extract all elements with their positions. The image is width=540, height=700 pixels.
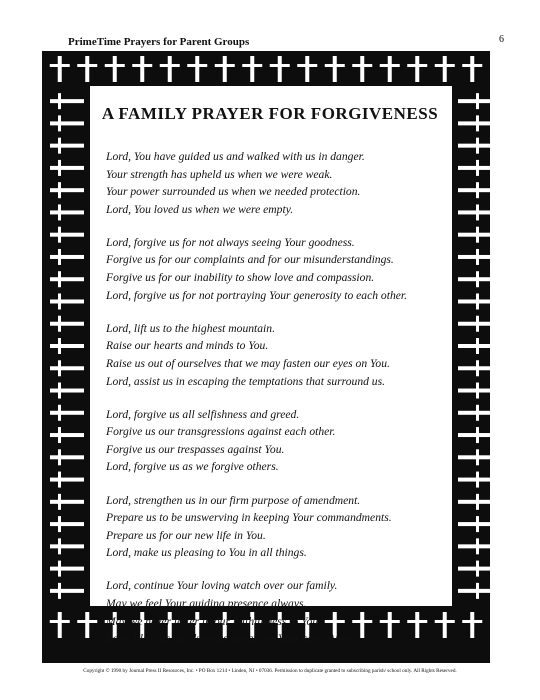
cross-icon — [458, 99, 492, 103]
cross-icon — [113, 56, 117, 82]
cross-icon — [58, 516, 61, 532]
cross-icon — [333, 56, 337, 82]
prayer-line: Lord, forgive us all selfishness and greed. — [106, 407, 300, 421]
prayer-title: A FAMILY PRAYER FOR FORGIVENESS — [101, 104, 439, 123]
prayer-line: Prepare us for our new life in You. — [106, 528, 266, 542]
cross-icon — [458, 166, 492, 170]
prayer-line: Lord, forgive us as we forgive others. — [106, 460, 279, 474]
prayer-line: Lord, You have guided us and walked with us in danger. — [106, 150, 365, 163]
prayer-line: Forgive us for our complaints and for our misunderstandings. — [106, 253, 394, 267]
cross-icon — [476, 360, 479, 376]
cross-icon — [187, 64, 207, 67]
cross-icon — [132, 64, 152, 67]
cross-icon — [458, 277, 492, 281]
cross-icon — [50, 64, 70, 67]
prayer-line: Lord, assist us in escaping the temptations that surround us. — [106, 374, 386, 388]
cross-icon — [476, 138, 479, 154]
prayer-line: Lord, forgive us for not always seeing Your goodness. — [106, 235, 355, 249]
cross-icon — [476, 494, 479, 510]
cross-icon — [215, 64, 235, 67]
cross-icon — [360, 56, 364, 82]
cross-icon — [476, 227, 479, 243]
cross-icon — [458, 144, 492, 148]
prayer-line: May we feel Your guiding presence always. — [106, 596, 307, 610]
cross-icon — [58, 612, 62, 638]
cross-icon — [250, 56, 254, 82]
stanza-2 — [106, 234, 456, 304]
cross-icon — [476, 449, 479, 465]
cross-icon — [476, 383, 479, 399]
cross-icon — [58, 138, 61, 154]
cross-icon — [58, 538, 61, 554]
prayer-line: Forgive us for our inability to show love and compassion. — [106, 271, 375, 285]
prayer-line: Raise our hearts and minds to You. — [106, 339, 269, 353]
cross-icon — [470, 56, 474, 82]
cross-icon — [476, 427, 479, 443]
prayer-line: Lord, bless us and keep us always in Your care. Amen. — [106, 632, 358, 646]
cross-icon — [50, 433, 84, 437]
cross-icon — [458, 344, 492, 348]
stanza-1 — [106, 148, 456, 218]
prayer-line: Prepare us to be unswerving in keeping Your commandments. — [106, 511, 392, 525]
copyright-footer: Copyright © 1990 by Journal Press II Resources, Inc. • PO Box 1214 • Linden, NJ • 07036. Permission to duplicate granted to subscribing parish/ school only. All Rights Reserved. — [83, 668, 457, 674]
cross-icon — [50, 255, 84, 259]
cross-icon — [242, 64, 262, 67]
cross-icon — [458, 522, 492, 526]
cross-icon — [58, 561, 61, 577]
cross-icon — [476, 538, 479, 554]
cross-icon — [105, 64, 125, 67]
prayer-line: Your power surrounded us when we needed protection. — [106, 185, 361, 199]
cross-icon — [160, 64, 180, 67]
cross-icon — [58, 182, 61, 198]
cross-icon — [476, 561, 479, 577]
cross-icon — [458, 544, 492, 548]
cross-icon — [476, 516, 479, 532]
prayer-line: Lord, continue Your loving watch over our family. — [106, 579, 338, 593]
prayer-line: Forgive us our trespasses against You. — [106, 442, 285, 456]
stanza-4 — [106, 406, 456, 476]
cross-icon — [458, 366, 492, 370]
cross-icon — [58, 360, 61, 376]
cross-icon — [458, 589, 492, 593]
cross-icon — [458, 567, 492, 571]
cross-icon — [58, 427, 61, 443]
cross-icon — [476, 271, 479, 287]
cross-icon — [352, 64, 372, 67]
cross-icon — [325, 64, 345, 67]
cross-icon — [458, 455, 492, 459]
cross-icon — [50, 144, 84, 148]
cross-icon — [58, 472, 61, 488]
cross-icon — [50, 500, 84, 504]
cross-icon — [50, 322, 84, 326]
cross-icon — [476, 204, 479, 220]
cross-icon — [50, 455, 84, 459]
cross-icon — [50, 210, 84, 214]
cross-icon — [58, 494, 61, 510]
cross-icon — [58, 316, 61, 332]
cross-icon — [50, 544, 84, 548]
cross-icon — [407, 64, 427, 67]
cross-icon — [388, 56, 392, 82]
page-number: 6 — [499, 34, 504, 45]
cross-icon — [50, 299, 84, 303]
cross-icon — [305, 56, 309, 82]
cross-icon — [50, 233, 84, 237]
cross-icon — [458, 389, 492, 393]
cross-icon — [435, 64, 455, 67]
cross-icon — [50, 99, 84, 103]
cross-icon — [458, 188, 492, 192]
cross-icon — [58, 271, 61, 287]
cross-icon — [168, 56, 172, 82]
cross-icon — [470, 612, 474, 638]
cross-icon — [476, 160, 479, 176]
cross-icon — [458, 478, 492, 482]
cross-icon — [58, 583, 61, 599]
cross-icon — [50, 589, 84, 593]
cross-icon — [297, 64, 317, 67]
cross-icon — [476, 293, 479, 309]
cross-icon — [462, 64, 482, 67]
cross-icon — [476, 249, 479, 265]
cross-icon — [50, 366, 84, 370]
cross-icon — [140, 56, 144, 82]
cross-icon — [85, 612, 89, 638]
cross-icon — [58, 383, 61, 399]
cross-icon — [195, 56, 199, 82]
cross-icon — [476, 182, 479, 198]
cross-icon — [223, 56, 227, 82]
cross-icon — [443, 56, 447, 82]
prayer-line: Lord, strengthen us in our firm purpose of amendment. — [106, 493, 361, 507]
prayer-line: Lord, forgive us for not portraying Your generosity to each other. — [106, 288, 408, 302]
cross-icon — [77, 620, 97, 623]
cross-icon — [50, 478, 84, 482]
cross-icon — [415, 56, 419, 82]
cross-icon — [58, 449, 61, 465]
cross-icon — [458, 210, 492, 214]
stanza-3 — [106, 320, 456, 390]
cross-icon — [50, 344, 84, 348]
cross-icon — [458, 500, 492, 504]
cross-icon — [50, 188, 84, 192]
prayer-line: Raise us out of ourselves that we may fasten our eyes on You. — [106, 356, 390, 370]
cross-icon — [458, 255, 492, 259]
document-header: PrimeTime Prayers for Parent Groups — [68, 36, 250, 48]
cross-icon — [50, 277, 84, 281]
cross-icon — [50, 522, 84, 526]
prayer-line: Lord, lift us to the highest mountain. — [106, 321, 275, 335]
cross-icon — [462, 620, 482, 623]
cross-icon — [58, 56, 62, 82]
stanza-6 — [106, 577, 456, 647]
cross-icon — [50, 389, 84, 393]
prayer-line: Forgive us our transgressions against each other. — [106, 425, 336, 439]
prayer-line: Your strength has upheld us when we were weak. — [106, 167, 333, 181]
cross-icon — [58, 204, 61, 220]
cross-icon — [476, 472, 479, 488]
cross-icon — [58, 293, 61, 309]
cross-icon — [58, 405, 61, 421]
cross-icon — [58, 160, 61, 176]
cross-icon — [458, 411, 492, 415]
prayer-line: Lord, You loved us when we were empty. — [106, 202, 294, 216]
cross-icon — [85, 56, 89, 82]
stanza-5 — [106, 492, 456, 562]
cross-icon — [77, 64, 97, 67]
cross-icon — [476, 338, 479, 354]
cross-icon — [50, 411, 84, 415]
cross-icon — [476, 316, 479, 332]
cross-icon — [476, 583, 479, 599]
cross-icon — [58, 338, 61, 354]
cross-icon — [380, 64, 400, 67]
cross-icon — [458, 433, 492, 437]
prayer-line: Lord, make us pleasing to You in all things. — [106, 546, 307, 560]
cross-icon — [476, 405, 479, 421]
cross-icon — [270, 64, 290, 67]
cross-icon — [50, 166, 84, 170]
cross-icon — [458, 322, 492, 326]
cross-icon — [50, 567, 84, 571]
cross-icon — [58, 249, 61, 265]
prayer-body — [106, 148, 456, 663]
cross-icon — [458, 233, 492, 237]
cross-icon — [278, 56, 282, 82]
cross-icon — [458, 299, 492, 303]
prayer-line: May we never falter in our faithfulness to You. — [106, 614, 322, 628]
cross-icon — [58, 227, 61, 243]
cross-icon — [50, 620, 70, 623]
